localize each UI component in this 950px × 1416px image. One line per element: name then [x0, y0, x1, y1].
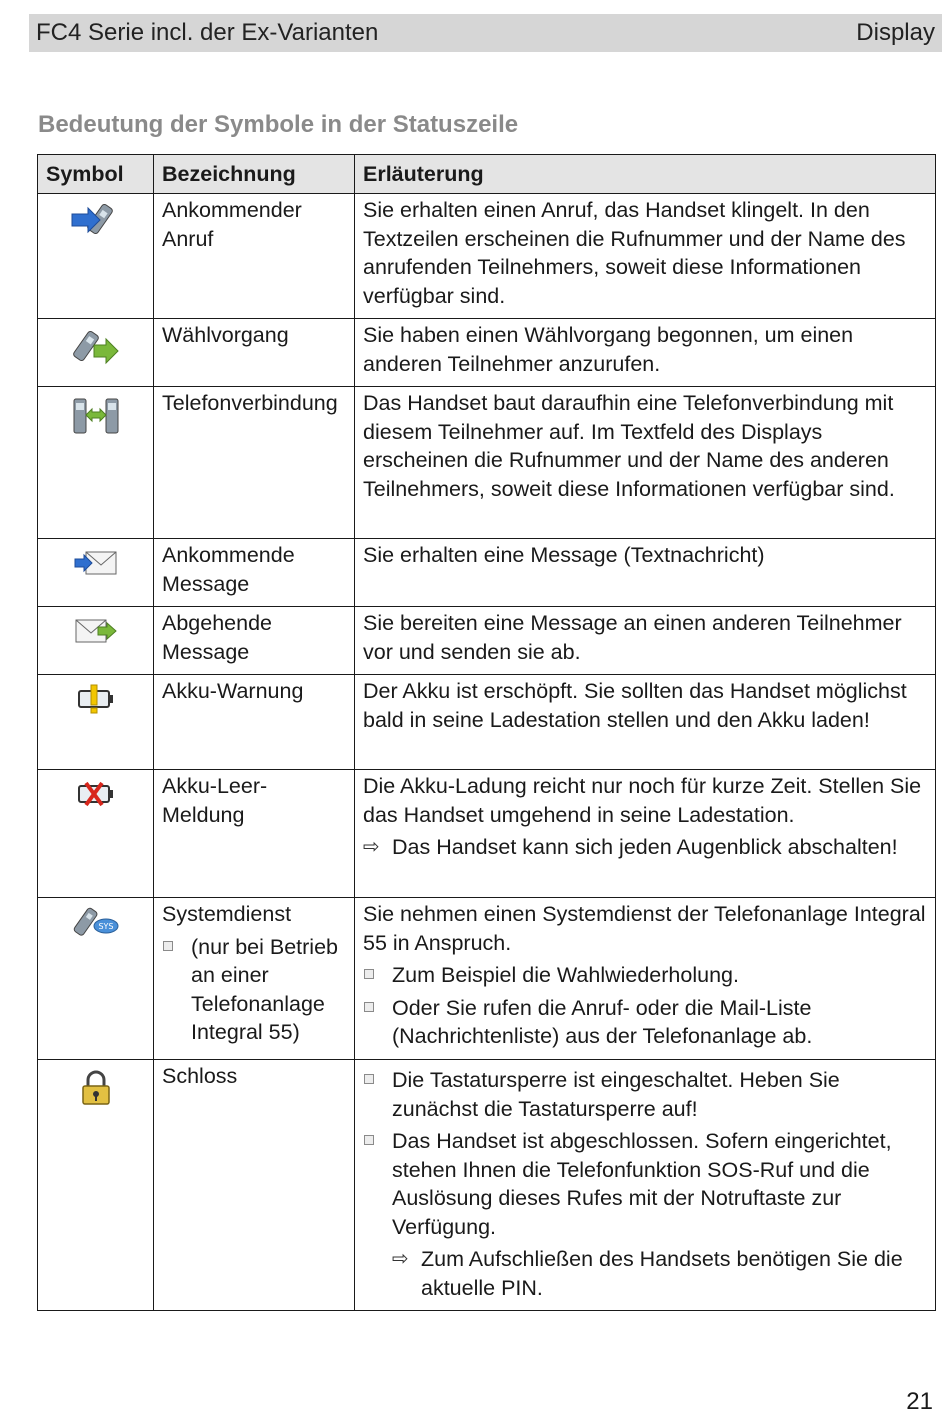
row-name: Abgehende Message [154, 607, 355, 675]
note-text: Das Handset kann sich jeden Augenblick abschalten! [392, 835, 898, 859]
dialing-icon [70, 327, 122, 369]
row-description-block [355, 770, 936, 898]
list-item: Zum Beispiel die Wahlwiederholung. [363, 961, 927, 990]
table-row [38, 607, 936, 675]
table-row [38, 194, 936, 319]
description-bullet-list [363, 1066, 927, 1241]
description-bullet-list [363, 961, 927, 1051]
table-header-row [38, 155, 936, 194]
column-header-symbol: Symbol [38, 155, 154, 194]
row-description: Sie erhalten eine Message (Textnachricht) [355, 539, 936, 607]
row-description: Sie bereiten eine Message an einen anderen Teilnehmer vor und senden sie ab. [355, 607, 936, 675]
row-description: Sie haben einen Wählvorgang begonnen, um einen anderen Teilnehmer anzurufen. [355, 319, 936, 387]
list-item: Die Tastatursperre ist eingeschaltet. Heben Sie zunächst die Tastatursperre auf! [363, 1066, 927, 1123]
row-description: Die Akku-Ladung reicht nur noch für kurze Zeit. Stellen Sie das Handset umgehend in seine Ladestation. [363, 774, 922, 827]
incoming-message-icon [74, 547, 118, 581]
system-service-icon [72, 906, 120, 942]
section-title: Bedeutung der Symbole in der Statuszeile [38, 111, 519, 138]
table-row [38, 387, 936, 539]
row-name: Systemdienst [162, 902, 292, 926]
arrow-right-icon: ⇨ [363, 836, 380, 858]
row-name: Telefonverbindung [154, 387, 355, 539]
phone-connection-icon [70, 395, 122, 437]
column-header-name: Bezeichnung [154, 155, 355, 194]
row-name: Akku-Warnung [154, 675, 355, 770]
row-name: Schloss [154, 1060, 355, 1311]
battery-empty-icon [76, 778, 116, 810]
column-header-description: Erläuterung [355, 155, 936, 194]
symbol-cell [38, 770, 154, 898]
header-section: Display [856, 19, 935, 46]
row-description: Sie nehmen einen Systemdienst der Telefonanlage Integral 55 in Anspruch. [363, 902, 926, 955]
row-name: Ankommende Message [154, 539, 355, 607]
page-header [29, 14, 942, 52]
outgoing-message-icon [74, 615, 118, 649]
row-name-block [154, 898, 355, 1060]
row-name: Wählvorgang [154, 319, 355, 387]
row-name: Akku-Leer-Meldung [154, 770, 355, 898]
name-bullet-list [162, 933, 346, 1047]
symbol-cell [38, 387, 154, 539]
row-name: Ankommender Anruf [154, 194, 355, 319]
row-description: Der Akku ist erschöpft. Sie sollten das Handset möglichst bald in seine Ladestation stellen und den Akku laden! [355, 675, 936, 770]
symbol-cell [38, 1060, 154, 1311]
table-row [38, 319, 936, 387]
table-row [38, 539, 936, 607]
list-item: Oder Sie rufen die Anruf- oder die Mail-Liste (Nachrichtenliste) aus der Telefonanlage ab. [363, 994, 927, 1051]
list-item: Das Handset ist abgeschlossen. Sofern eingerichtet, stehen Ihnen die Telefonfunktion SOS-Ruf und die Auslösung dieses Rufes mit der Notruftaste zur Verfügung. [363, 1127, 927, 1241]
symbols-table [37, 154, 936, 1311]
svg-text:SYS: SYS [97, 922, 114, 931]
arrow-right-icon: ⇨ [392, 1248, 409, 1270]
row-description: Das Handset baut daraufhin eine Telefonverbindung mit diesem Teilnehmer auf. Im Textfeld des Displays erscheinen die Rufnummer und der Name des anderen Teilnehmers, soweit diese Informationen verfügbar sind. [355, 387, 936, 539]
row-description-block [355, 1060, 936, 1311]
battery-warning-icon [76, 683, 116, 715]
symbol-cell [38, 194, 154, 319]
symbol-cell [38, 898, 154, 1060]
page-number: 21 [906, 1388, 933, 1415]
row-description-block [355, 898, 936, 1060]
symbol-cell [38, 675, 154, 770]
row-description: Sie erhalten einen Anruf, das Handset klingelt. In den Textzeilen erscheinen die Rufnummer und der Name des anrufenden Teilnehmers, soweit diese Informationen verfügbar sind. [355, 194, 936, 319]
result-note [392, 1245, 927, 1302]
table-row [38, 1060, 936, 1311]
symbol-cell [38, 319, 154, 387]
lock-icon [76, 1068, 116, 1108]
note-text: Zum Aufschließen des Handsets benötigen Sie die aktuelle PIN. [421, 1247, 903, 1300]
incoming-call-icon [70, 202, 122, 242]
table-row [38, 770, 936, 898]
result-note [363, 833, 927, 862]
list-item: (nur bei Betrieb an einer Telefonanlage Integral 55) [162, 933, 346, 1047]
table-row [38, 898, 936, 1060]
symbol-cell [38, 539, 154, 607]
header-title: FC4 Serie incl. der Ex-Varianten [36, 19, 379, 46]
symbol-cell [38, 607, 154, 675]
table-row [38, 675, 936, 770]
